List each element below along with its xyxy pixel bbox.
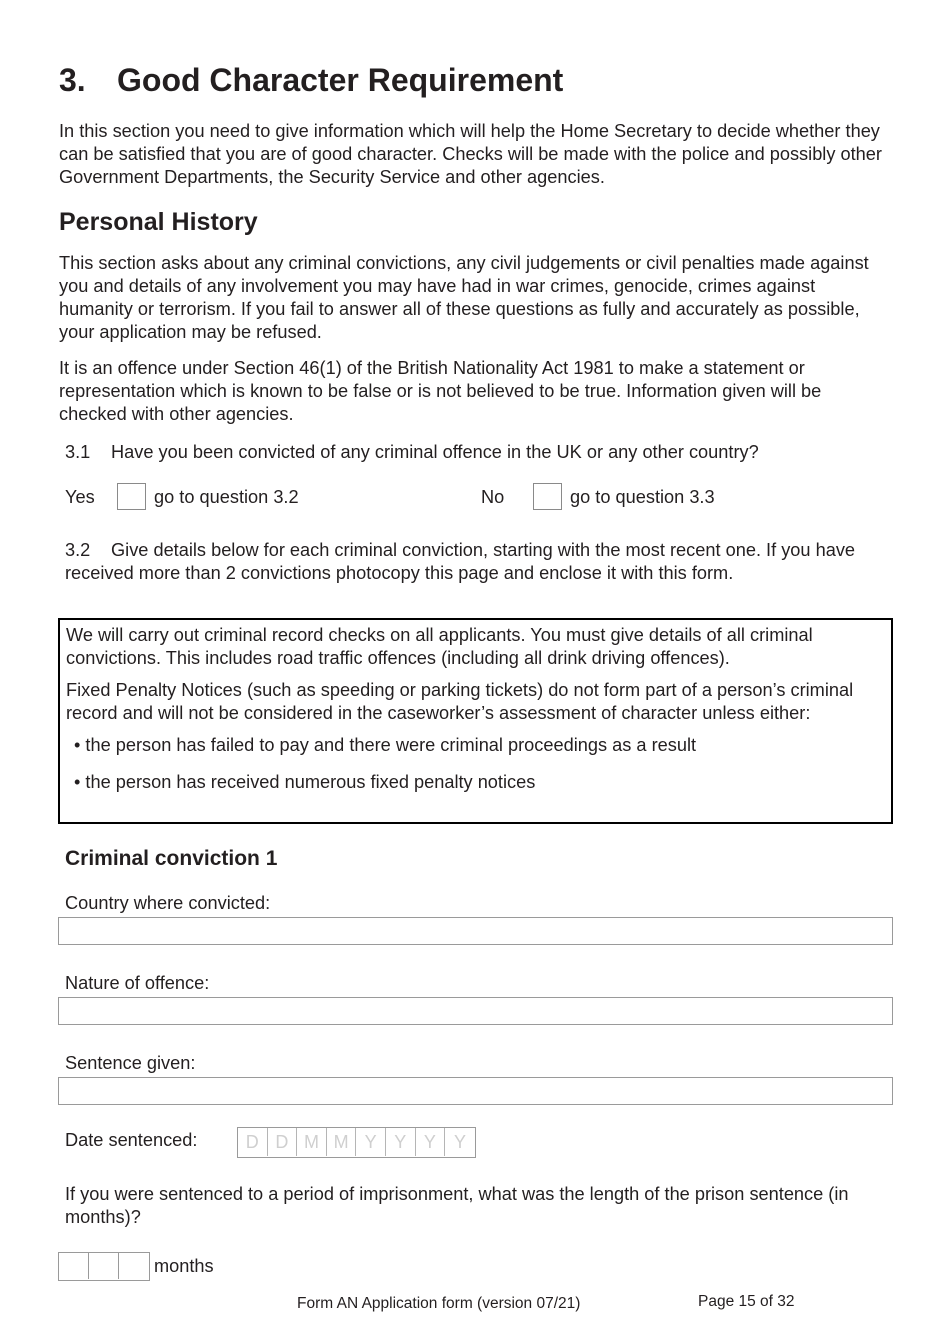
question-3-2 (65, 539, 885, 585)
date-day-digit[interactable]: D (238, 1128, 268, 1156)
section-title (59, 62, 563, 99)
no-label: No (481, 487, 505, 507)
footer-form-name: Form AN Application form (version 07/21) (297, 1295, 581, 1312)
footer-page-number: Page 15 of 32 (698, 1293, 795, 1310)
question-3-2-text: Give details below for each criminal conviction, starting with the most recent one. If you have received more than 2 convictions photocopy this page and enclose it with this form. (65, 540, 856, 583)
country-input[interactable] (58, 917, 893, 945)
months-digit[interactable] (119, 1253, 149, 1279)
personal-history-heading: Personal History (59, 208, 258, 236)
notice-para-2: Fixed Penalty Notices (such as speeding or parking tickets) do not form part of a person’s criminal record and will not be considered in the caseworker’s assessment of character unless either: (66, 680, 854, 723)
personal-history-para-2: It is an offence under Section 46(1) of the British Nationality Act 1981 to make a statement or representation which is known to be false or is not believed to be true. Information given will be checked with other agencies. (59, 358, 822, 424)
date-year-digit[interactable]: Y (416, 1128, 446, 1156)
notice-para-1: We will carry out criminal record checks on all applicants. You must give details of all criminal convictions. This includes road traffic offences (including all drink driving offences). (66, 625, 813, 668)
date-month-digit[interactable]: M (327, 1128, 357, 1156)
date-year-digit[interactable]: Y (356, 1128, 386, 1156)
notice-bullet: • the person has failed to pay and there were criminal proceedings as a result (74, 735, 697, 755)
sentence-label: Sentence given: (65, 1053, 196, 1073)
question-3-1-number: 3.1 (65, 442, 91, 462)
date-sentenced-label: Date sentenced: (65, 1130, 198, 1150)
question-3-2-number: 3.2 (65, 540, 91, 560)
section-title-text: Good Character Requirement (117, 62, 564, 98)
question-3-1-text: Have you been convicted of any criminal offence in the UK or any other country? (111, 442, 759, 462)
notice-bullet: • the person has received numerous fixed penalty notices (74, 772, 536, 792)
date-month-digit[interactable]: M (297, 1128, 327, 1156)
date-sentenced-input (237, 1127, 476, 1158)
conviction-1-heading: Criminal conviction 1 (65, 847, 278, 870)
criminal-record-notice (58, 618, 893, 824)
question-3-1 (65, 441, 759, 464)
yes-label: Yes (65, 487, 95, 507)
date-year-digit[interactable]: Y (386, 1128, 416, 1156)
date-year-digit[interactable]: Y (453, 1132, 466, 1152)
section-intro: In this section you need to give information which will help the Home Secretary to decide whether they can be satisfied that you are of good character. Checks will be made with the police and possibly other Government Departments, the Security Service and other agencies. (59, 121, 882, 187)
date-day-digit[interactable]: D (268, 1128, 298, 1156)
prison-length-question: If you were sentenced to a period of imprisonment, what was the length of the prison sentence (in months)? (65, 1184, 849, 1227)
personal-history-para-1: This section asks about any criminal convictions, any civil judgements or civil penalties made against you and details of any involvement you may have had in war crimes, genocide, crimes against humanity or terrorism. If you fail to answer all of these questions as fully and accurately as possible, your application may be refused. (59, 253, 869, 342)
yes-checkbox[interactable] (117, 483, 146, 510)
section-number: 3. (59, 62, 86, 98)
offence-label: Nature of offence: (65, 973, 210, 993)
months-input (58, 1252, 150, 1281)
months-digit[interactable] (59, 1253, 89, 1279)
yes-goto-label: go to question 3.2 (154, 487, 299, 507)
offence-input[interactable] (58, 997, 893, 1025)
country-label: Country where convicted: (65, 893, 271, 913)
months-label: months (154, 1256, 214, 1276)
sentence-input[interactable] (58, 1077, 893, 1105)
months-digit[interactable] (89, 1253, 119, 1279)
no-checkbox[interactable] (533, 483, 562, 510)
no-goto-label: go to question 3.3 (570, 487, 715, 507)
